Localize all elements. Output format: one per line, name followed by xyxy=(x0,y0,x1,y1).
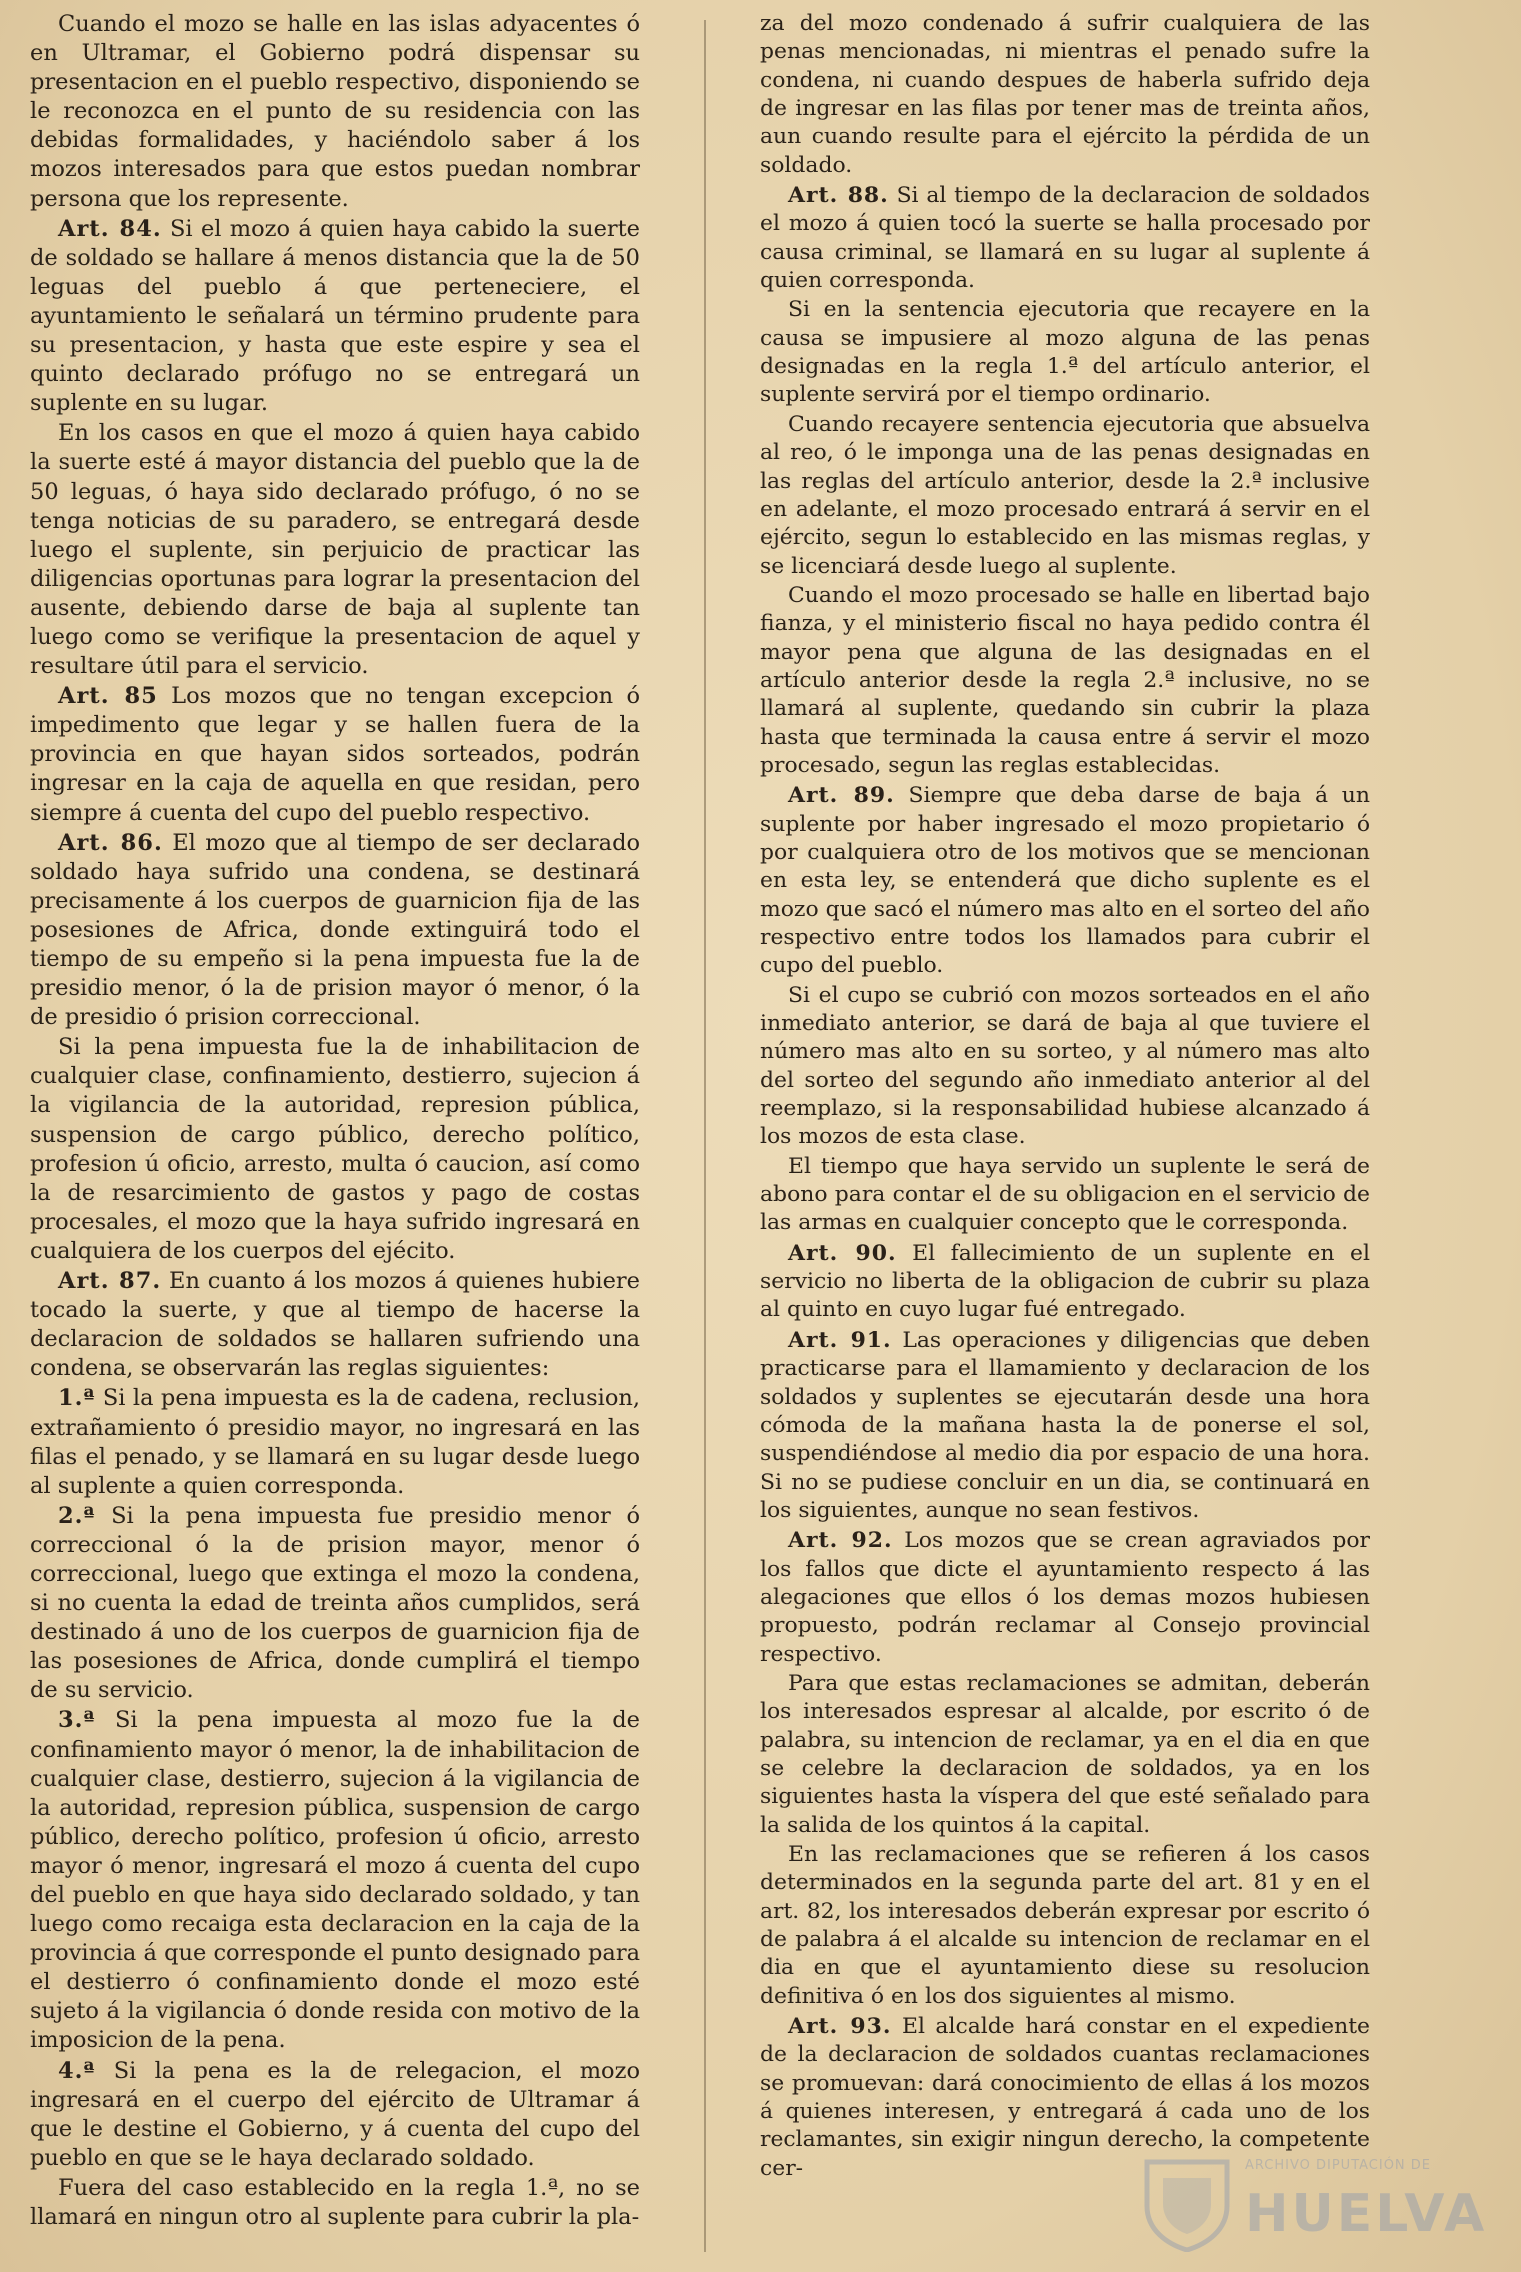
paragraph xyxy=(760,181,1370,295)
article-number: 2.ª xyxy=(58,1502,96,1529)
paragraph xyxy=(760,10,1370,180)
paragraph-text: En las reclamaciones que se refieren á los casos determinados en la segunda parte del art. 81 y en el art. 82, los interesados deberán expresar por escrito ó de palabra á el alcalde su intencion de reclamar en el dia en que el ayuntamiento diese su resolucion definitiva ó en los dos siguientes al mismo. xyxy=(760,1842,1370,2009)
article-number: 4.ª xyxy=(58,2057,96,2084)
paragraph xyxy=(30,2174,640,2232)
paragraph-text: Cuando el mozo se halle en las islas adyacentes ó en Ultramar, el Gobierno podrá dispensar su presentacion en el pueblo respectivo, disponiendo se le reconozca en el punto de su residencia con las debidas formalidades, y haciéndolo saber á los mozos interesados para que estos puedan nombrar persona que los represente. xyxy=(30,11,640,212)
right-column xyxy=(760,10,1370,2184)
paragraph xyxy=(760,781,1370,980)
paragraph xyxy=(30,1706,640,2055)
article-number: Art. 93. xyxy=(788,2013,892,2040)
article-number: Art. 92. xyxy=(788,1527,893,1554)
paragraph-text: Siempre que deba darse de baja á un suplente por haber ingresado el mozo propietario ó por cualquiera otro de los motivos que se mencionan en esta ley, se entenderá que dicho suplente es el mozo que sacó el número mas alto en el sorteo del año respectivo entre todos los llamados para cubrir el cupo del pueblo. xyxy=(760,783,1370,979)
column-divider xyxy=(704,20,706,2252)
paragraph xyxy=(30,1502,640,1706)
paragraph-text: El alcalde hará constar en el expediente de la declaracion de soldados cuantas reclamaciones se promuevan: dará conocimiento de ellas á los mozos á quienes interesen, y entregará á cada uno de los reclamantes, sin exigir ningun derecho, la competente cer- xyxy=(760,2014,1370,2181)
paragraph xyxy=(30,682,640,827)
paragraph xyxy=(760,1239,1370,1325)
paragraph xyxy=(30,419,640,681)
paragraph xyxy=(760,1153,1370,1238)
paragraph-text: Cuando recayere sentencia ejecutoria que absuelva al reo, ó le imponga una de las penas designadas en las reglas del artículo anterior, desde la 2.ª inclusive en adelante, el mozo procesado entrará á servir en el ejército, segun lo establecido en las mismas reglas, y se licenciará desde luego al suplente. xyxy=(760,411,1370,579)
article-number: 1.ª xyxy=(58,1385,96,1412)
paragraph xyxy=(760,1526,1370,1669)
left-column xyxy=(30,10,640,2233)
paragraph-text: En cuanto á los mozos á quienes hubiere tocado la suerte, y que al tiempo de hacerse la declaracion de soldados se hallaren sufriendo una condena, se observarán las reglas siguientes: xyxy=(30,1268,640,1382)
paragraph xyxy=(30,1033,640,1266)
paragraph-text: Fuera del caso establecido en la regla 1.ª, no se llamará en ningun otro al suplente para cubrir la pla- xyxy=(30,2174,640,2231)
paragraph xyxy=(30,1384,640,1500)
paragraph xyxy=(30,215,640,419)
article-number: Art. 84. xyxy=(58,215,162,242)
paragraph xyxy=(760,1670,1370,1840)
article-number: Art. 88. xyxy=(788,182,889,209)
shield-icon xyxy=(1141,2156,1233,2252)
paragraph xyxy=(30,2057,640,2173)
watermark-huelva-label: HUELVA xyxy=(1245,2184,1488,2244)
archive-watermark xyxy=(1141,2150,1488,2260)
article-number: Art. 91. xyxy=(788,1326,892,1353)
paragraph-text: Si el mozo á quien haya cabido la suerte de soldado se hallare á menos distancia que la de 50 leguas del pueblo á que perteneciere, el ayuntamiento le señalará un término prudente para su presentacion, y hasta que este espire y sea el quinto declarado prófugo no se entregará un suplente en su lugar. xyxy=(30,215,640,417)
paragraph-text: Los mozos que no tengan excepcion ó impedimento que legar y se hallen fuera de la provincia en que hayan sidos sorteados, podrán ingresar en la caja de aquella en que residan, pero siempre á cuenta del cupo del pueblo respectivo. xyxy=(30,683,640,826)
article-number: Art. 87. xyxy=(58,1268,162,1295)
paragraph-text: Si la pena impuesta fue presidio menor ó correccional ó la de prision mayor, menor ó correccional, luego que extinga el mozo la condena, si no cuenta la edad de treinta años cumplidos, será destinado á uno de los cuerpos de guarnicion fija de las posesiones de Africa, donde cumplirá el tiempo de su servicio. xyxy=(30,1502,640,1704)
paragraph xyxy=(760,982,1370,1152)
paragraph xyxy=(760,296,1370,409)
paragraph-text: Si el cupo se cubrió con mozos sorteados en el año inmediato anterior, se dará de baja al que tuviere el número mas alto en su sorteo, y al número mas alto del sorteo del segundo año inmediato anterior al del reemplazo, si la responsabilidad hubiese alcanzado á los mozos de esta clase. xyxy=(760,982,1370,1150)
paragraph-text: Para que estas reclamaciones se admitan, deberán los interesados espresar al alcalde, por escrito ó de palabra, su intencion de reclamar, ya en el dia en que se celebre la declaracion de soldados, ya en los siguientes hasta la víspera del que esté señalado para la salida de los quintos á la capital. xyxy=(760,1670,1370,1838)
paragraph xyxy=(760,411,1370,581)
paragraph-text: Si en la sentencia ejecutoria que recayere en la causa se impusiere al mozo alguna de las penas designadas en la regla 1.ª del artículo anterior, el suplente servirá por el tiempo ordinario. xyxy=(760,297,1370,408)
paragraph xyxy=(30,10,640,214)
paragraph xyxy=(760,1841,1370,2011)
paragraph-text: Si la pena es la de relegacion, el mozo ingresará en el cuerpo del ejército de Ultramar á que le destine el Gobierno, y á cuenta del cupo del pueblo en que se le haya declarado soldado. xyxy=(30,2057,640,2171)
paragraph-text: En los casos en que el mozo á quien haya cabido la suerte esté á mayor distancia del pueblo que la de 50 leguas, ó haya sido declarado prófugo, ó no se tenga noticias de su paradero, se entregará desde luego el suplente, sin perjuicio de practicar las diligencias oportunas para lograr la presentacion del ausente, debiendo darse de baja al suplente tan luego como se verifique la presentacion de aquel y resultare útil para el servicio. xyxy=(30,420,640,680)
paragraph-text: El tiempo que haya servido un suplente le será de abono para contar el de su obligacion en el servicio de las armas en cualquier concepto que le corresponda. xyxy=(760,1153,1370,1236)
paragraph-text: Si la pena impuesta al mozo fue la de confinamiento mayor ó menor, la de inhabilitacion de cualquier clase, destierro, sujecion á la vigilancia de la autoridad, represion pública, suspension de cargo público, derecho político, profesion ú oficio, arresto mayor ó menor, ingresará el mozo á cuenta del cupo del pueblo en que haya sido declarado soldado, y tan luego como recaiga esta declaracion en la caja de la provincia á que corresponde el punto designado para el destierro ó confinamiento donde el mozo esté sujeto á la vigilancia ó donde resida con motivo de la imposicion de la pena. xyxy=(30,1707,640,2054)
paragraph-text: za del mozo condenado á sufrir cualquiera de las penas mencionadas, ni mientras el penado sufre la condena, ni cuando despues de haberla sufrido deja de ingresar en las filas por tener mas de treinta años, aun cuando resulte para el ejército la pérdida de un soldado. xyxy=(760,11,1370,178)
article-number: Art. 90. xyxy=(788,1239,897,1266)
paragraph-text: Si la pena impuesta fue la de inhabilitacion de cualquier clase, confinamiento, destierro, sujecion á la vigilancia de la autoridad, represion pública, suspension de cargo público, derecho político, profesion ú oficio, arresto, multa ó caucion, así como la de resarcimiento de gastos y pago de costas procesales, el mozo que la haya sufrido ingresará en cualquiera de los cuerpos del ejécito. xyxy=(30,1034,640,1264)
article-number: Art. 89. xyxy=(788,782,895,809)
article-number: Art. 85 xyxy=(58,683,158,710)
paragraph-text: Los mozos que se crean agraviados por los fallos que dicte el ayuntamiento respecto á las alegaciones que ellos ó los demas mozos hubiesen propuesto, podrán reclamar al Consejo provincial respectivo. xyxy=(760,1528,1370,1667)
watermark-archive-label: ARCHIVO DIPUTACIÓN DE xyxy=(1245,2158,1432,2173)
paragraph-text: Si la pena impuesta es la de cadena, reclusion, extrañamiento ó presidio mayor, no ingresará en las filas el penado, y se llamará en su lugar desde luego al suplente a quien corresponda. xyxy=(30,1385,641,1499)
paragraph xyxy=(30,1267,640,1383)
article-number: 3.ª xyxy=(58,1707,96,1734)
paragraph xyxy=(760,1326,1370,1525)
paragraph-text: Si al tiempo de la declaracion de soldados el mozo á quien tocó la suerte se halla procesado por causa criminal, se llamará en su lugar al suplente á quien corresponda. xyxy=(760,183,1370,294)
paragraph xyxy=(30,829,640,1033)
paragraph xyxy=(760,582,1370,780)
article-number: Art. 86. xyxy=(58,829,163,856)
paragraph-text: Cuando el mozo procesado se halle en libertad bajo fianza, y el ministerio fiscal no haya pedido contra él mayor pena que alguna de las designadas en el artículo anterior desde la regla 2.ª inclusive, no se llamará al suplente, quedando sin cubrir la plaza hasta que terminada la causa entre á servir el mozo procesado, segun las reglas establecidas. xyxy=(760,582,1370,778)
paragraph-text: El mozo que al tiempo de ser declarado soldado haya sufrido una condena, se destinará precisamente á los cuerpos de guarnicion fija de las posesiones de Africa, donde extinguirá todo el tiempo de su empeño si la pena impuesta fue la de presidio menor, ó la de prision mayor ó menor, ó la de presidio ó prision correccional. xyxy=(30,829,641,1031)
paragraph-text: El fallecimiento de un suplente en el servicio no liberta de la obligacion de cubrir su plaza al quinto en cuyo lugar fué entregado. xyxy=(760,1240,1370,1323)
paragraph-text: Las operaciones y diligencias que deben practicarse para el llamamiento y declaracion de los soldados y suplentes se ejecutarán desde una hora cómoda de la mañana hasta la de ponerse el sol, suspendiéndose al medio dia por espacio de una hora. Si no se pudiese concluir en un dia, se continuará en los siguientes, aunque no sean festivos. xyxy=(760,1327,1370,1523)
